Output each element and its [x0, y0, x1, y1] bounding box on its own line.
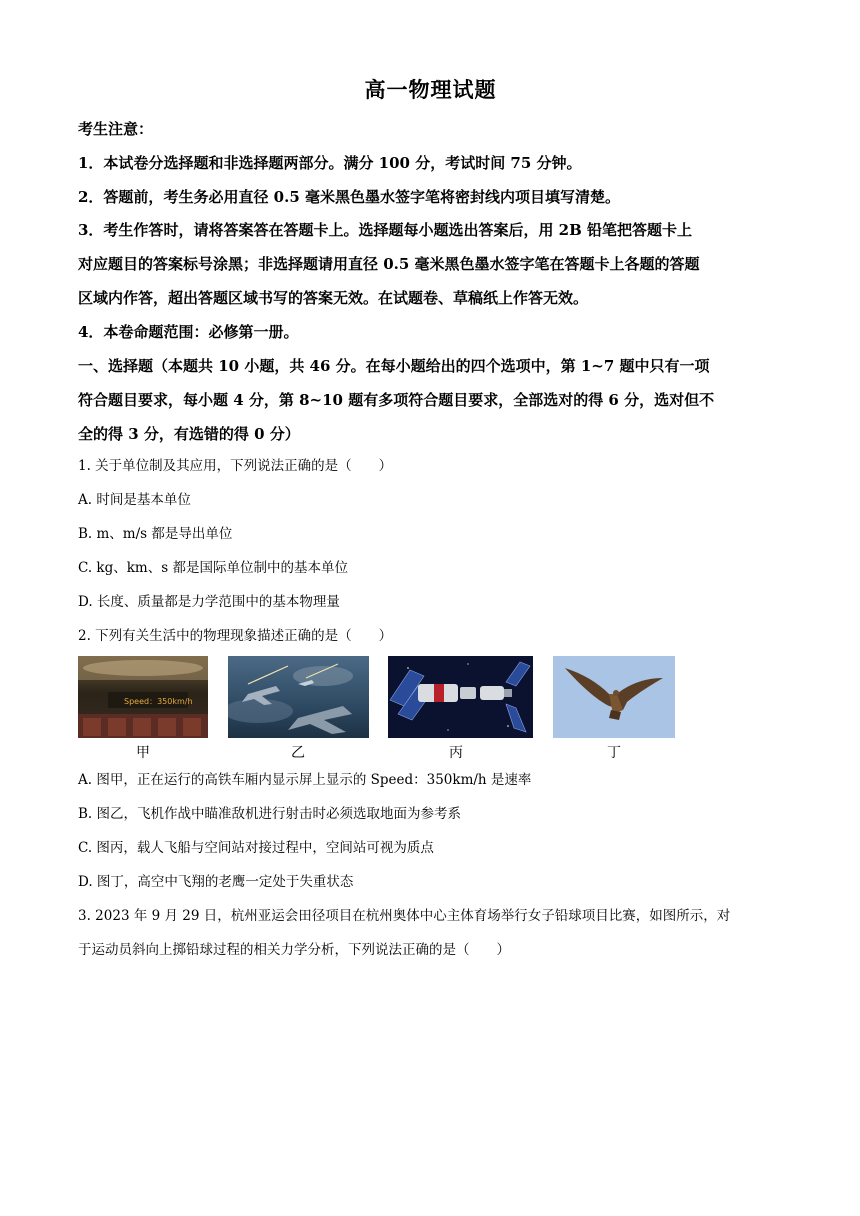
page-title: 高一物理试题	[364, 77, 497, 102]
notice-heading: 考生注意：	[78, 120, 154, 138]
q1-option-a: A. 时间是基本单位	[78, 492, 191, 508]
notice-item-3-cont-2: 区域内作答，超出答题区域书写的答案无效。在试题卷、草稿纸上作答无效。	[78, 289, 589, 307]
q2-option-a: A. 图甲，正在运行的高铁车厢内显示屏上显示的 Speed：350km/h 是速率	[78, 772, 532, 788]
q3-stem-line-1: 3. 2023 年 9 月 29 日，杭州亚运会田径项目在杭州奥体中心主体育场举行女子铅球项目比赛，如图所示，对	[78, 908, 731, 924]
section-heading-line-1: 一、选择题（本题共 10 小题，共 46 分。在每小题给出的四个选项中，第 1~7 题中只有一项	[78, 357, 710, 375]
notice-item-2: 2．答题前，考生务必用直径 0.5 毫米黑色墨水签字笔将密封线内项目填写清楚。	[78, 188, 620, 206]
notice-item-1: 1．本试卷分选择题和非选择题两部分。满分 100 分，考试时间 75 分钟。	[78, 154, 582, 172]
q3-stem-line-2: 于运动员斜向上掷铅球过程的相关力学分析，下列说法正确的是（ ）	[78, 942, 510, 958]
q2-caption-bing: 丙	[449, 745, 463, 761]
section-heading-line-3: 全的得 3 分，有选错的得 0 分）	[78, 425, 300, 443]
q2-option-c: C. 图丙，载人飞船与空间站对接过程中，空间站可视为质点	[78, 840, 434, 856]
notice-item-3: 3．考生作答时，请将答案答在答题卡上。选择题每小题选出答案后，用 2B 铅笔把答题卡上	[78, 221, 693, 239]
q2-caption-yi: 乙	[291, 745, 305, 761]
q2-image-fighter-jets	[228, 656, 369, 738]
section-heading-line-2: 符合题目要求，每小题 4 分，第 8~10 题有多项符合题目要求，全部选对的得 6 分，选对但不	[78, 391, 715, 409]
q2-caption-ding: 丁	[607, 745, 621, 761]
q2-stem: 2. 下列有关生活中的物理现象描述正确的是（ ）	[78, 628, 393, 644]
speed-display-text: Speed：350km/h	[124, 697, 193, 706]
q2-image-eagle	[553, 656, 675, 738]
notice-item-4: 4．本卷命题范围：必修第一册。	[78, 323, 299, 341]
notice-item-3-cont-1: 对应题目的答案标号涂黑；非选择题请用直径 0.5 毫米黑色墨水签字笔在答题卡上各题的答题	[78, 255, 700, 273]
q2-image-spacecraft-docking	[388, 656, 533, 738]
q2-option-b: B. 图乙，飞机作战中瞄准敌机进行射击时必须选取地面为参考系	[78, 806, 462, 822]
q1-option-d: D. 长度、质量都是力学范围中的基本物理量	[78, 594, 340, 610]
q1-option-b: B. m、m/s 都是导出单位	[78, 526, 233, 542]
q1-stem: 1. 关于单位制及其应用，下列说法正确的是（ ）	[78, 458, 393, 474]
q1-option-c: C. kg、km、s 都是国际单位制中的基本单位	[78, 560, 348, 576]
q2-option-d: D. 图丁，高空中飞翔的老鹰一定处于失重状态	[78, 874, 354, 890]
q2-caption-jia: 甲	[136, 745, 150, 761]
q2-image-train-display	[78, 656, 208, 738]
